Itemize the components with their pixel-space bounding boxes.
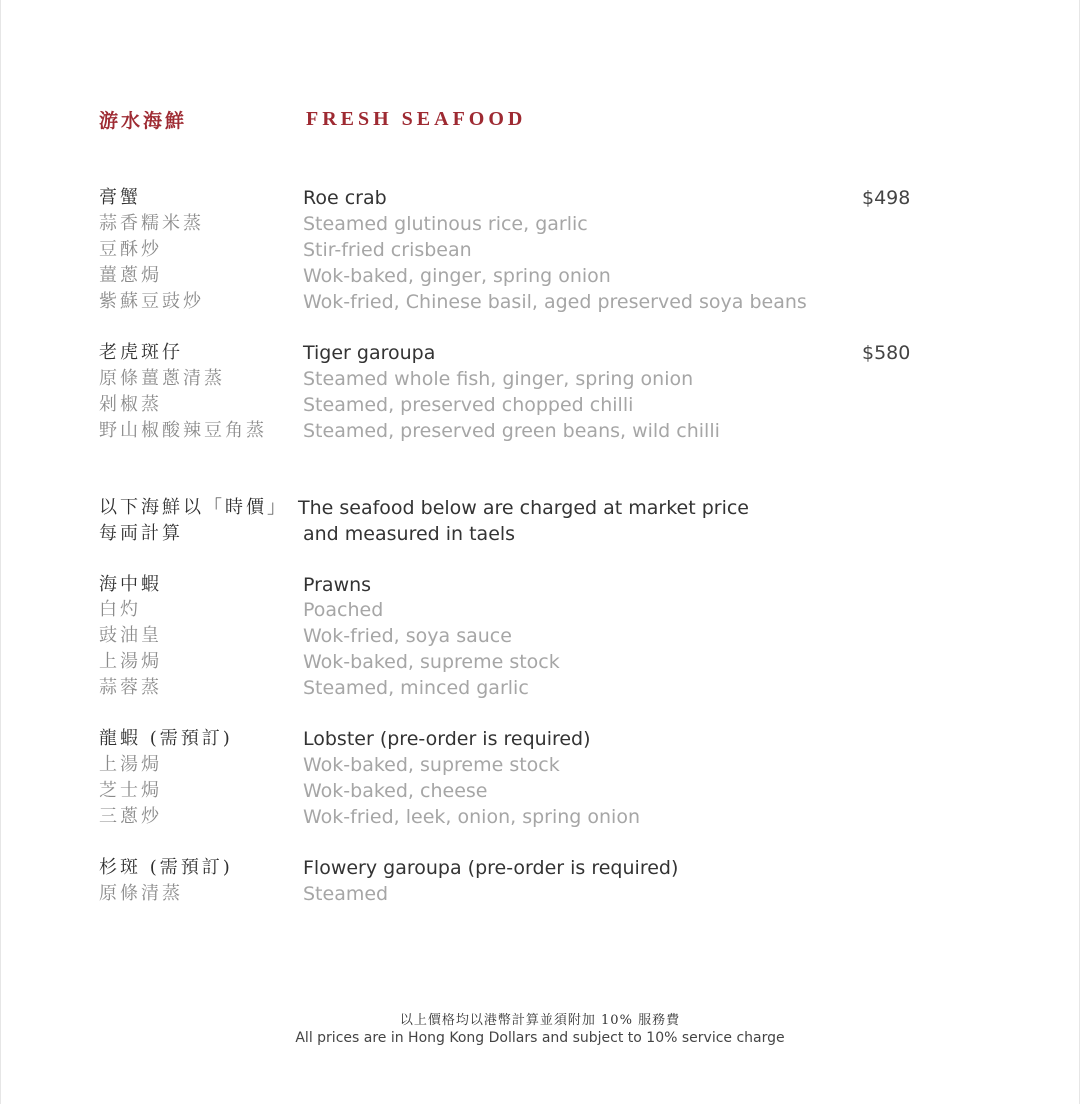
item-name-zh: 杉斑 (需預訂): [99, 857, 233, 878]
option-en: Wok-baked, ginger, spring onion: [303, 265, 611, 287]
market-note-zh-line1: 以下海鮮以「時價」: [99, 497, 288, 518]
option-zh: 豆酥炒: [99, 239, 162, 260]
item-name-en: Prawns: [303, 574, 372, 596]
option-zh: 紫蘇豆豉炒: [99, 291, 204, 312]
option-en: Wok-fried, leek, onion, spring onion: [303, 806, 640, 828]
option-zh: 原條清蒸: [99, 883, 183, 904]
market-note-en-line1: The seafood below are charged at market price: [298, 497, 749, 519]
option-en: Wok-baked, supreme stock: [303, 651, 560, 673]
option-zh: 豉油皇: [99, 625, 162, 646]
option-zh: 剁椒蒸: [99, 394, 162, 415]
option-zh: 野山椒酸辣豆角蒸: [99, 420, 267, 441]
item-name-zh: 海中蝦: [99, 574, 162, 595]
item-name-zh: 老虎斑仔: [99, 342, 183, 363]
item-price: $580: [862, 342, 911, 364]
footer-note-zh: 以上價格均以港幣計算並須附加 10% 服務費: [399, 1013, 681, 1028]
footer-note-en: All prices are in Hong Kong Dollars and subject to 10% service charge: [295, 1030, 785, 1046]
option-zh: 蒜香糯米蒸: [99, 213, 204, 234]
option-en: Steamed, preserved chopped chilli: [303, 394, 634, 416]
option-zh: 上湯焗: [99, 754, 162, 775]
section-title-en: FRESH SEAFOOD: [306, 108, 527, 130]
option-en: Steamed, minced garlic: [303, 677, 529, 699]
market-note-zh-line2: 每両計算: [99, 523, 183, 544]
option-zh: 蒜蓉蒸: [99, 677, 162, 698]
option-en: Steamed whole fish, ginger, spring onion: [303, 368, 694, 390]
option-en: Steamed, preserved green beans, wild chilli: [303, 420, 720, 442]
option-en: Wok-baked, supreme stock: [303, 754, 560, 776]
section-title-zh: 游水海鮮: [99, 110, 188, 132]
option-en: Wok-baked, cheese: [303, 780, 488, 802]
option-en: Wok-fried, soya sauce: [303, 625, 512, 647]
option-zh: 三蔥炒: [99, 806, 162, 827]
item-price: $498: [862, 187, 911, 209]
item-name-zh: 膏蟹: [99, 187, 141, 208]
option-en: Poached: [303, 599, 384, 621]
option-zh: 原條薑蔥清蒸: [99, 368, 225, 389]
option-en: Stir-fried crisbean: [303, 239, 472, 261]
option-en: Steamed: [303, 883, 389, 905]
page-edge-left: [0, 0, 1, 1104]
item-name-en: Flowery garoupa (pre-order is required): [303, 857, 679, 879]
option-zh: 芝士焗: [99, 780, 162, 801]
option-en: Steamed glutinous rice, garlic: [303, 213, 588, 235]
option-zh: 上湯焗: [99, 651, 162, 672]
item-name-en: Roe crab: [303, 187, 387, 209]
item-name-en: Lobster (pre-order is required): [303, 728, 591, 750]
option-en: Wok-fried, Chinese basil, aged preserved soya beans: [303, 291, 807, 313]
item-name-zh: 龍蝦 (需預訂): [99, 728, 233, 749]
item-name-en: Tiger garoupa: [303, 342, 436, 364]
option-zh: 薑蔥焗: [99, 265, 162, 286]
market-note-en-line2: and measured in taels: [303, 523, 516, 545]
option-zh: 白灼: [99, 599, 141, 620]
